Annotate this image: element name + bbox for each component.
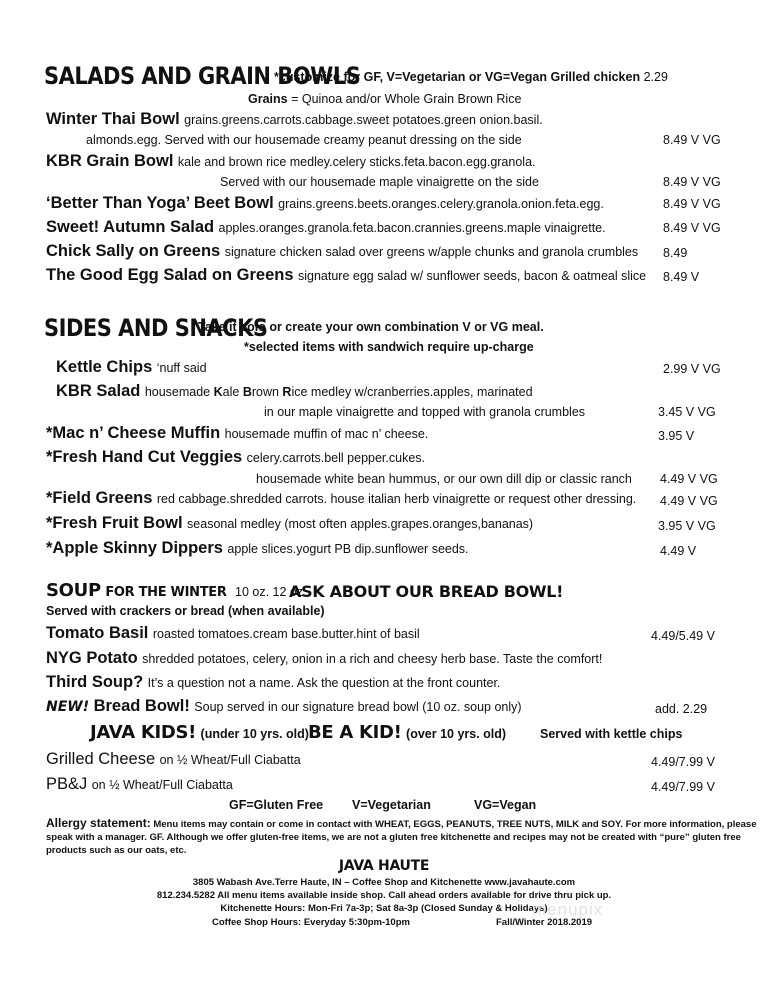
item-price: 2.99 V VG (663, 362, 721, 376)
item-name: Third Soup? (46, 673, 144, 691)
soup-heading-b: FOR THE WINTER (105, 585, 227, 600)
item-desc: ice medley w/cranberries.apples, marinated (291, 385, 533, 399)
menu-item (46, 649, 602, 668)
menu-item (46, 152, 536, 171)
item-desc: ale (222, 385, 243, 399)
menu-item (46, 539, 469, 558)
item-name: *Fresh Fruit Bowl (46, 514, 183, 532)
item-desc: grains.greens.carrots.cabbage.sweet potatoes.green onion.basil. (184, 113, 543, 127)
item-price: 4.49 V (660, 544, 697, 558)
soup-sizes: 10 oz. 12 oz. (235, 585, 307, 599)
menu-item (46, 194, 604, 213)
item-price: 4.49 V VG (660, 472, 718, 486)
menu-item (46, 624, 420, 643)
sides-upcharge-note: *selected items with sandwich require up-charge (244, 340, 534, 354)
menu-item (46, 750, 301, 769)
item-name: KBR Grain Bowl (46, 152, 174, 170)
salads-note (274, 70, 668, 84)
sides-note: Take it solo or create your own combination V or VG meal. (198, 320, 544, 334)
item-price: 3.95 V VG (658, 519, 716, 533)
item-price: 3.45 V VG (658, 405, 716, 419)
item-desc: roasted tomatoes.cream base.butter.hint of basil (152, 627, 420, 641)
item-desc: signature egg salad w/ sunflower seeds, bacon & oatmeal slice (298, 269, 647, 283)
item-price: 3.95 V (658, 429, 695, 443)
item-name: Sweet! Autumn Salad (46, 218, 215, 236)
salads-note-text: *customize for GF, V=Vegetarian or VG=Vegan Grilled chicken (274, 70, 641, 84)
item-name: Winter Thai Bowl (46, 110, 180, 128)
item-price: 8.49 (663, 246, 688, 260)
menu-item (46, 218, 606, 237)
menu-item (46, 514, 533, 533)
item-price: 4.49/7.99 V (651, 755, 715, 769)
item-price: 8.49 V VG (663, 175, 721, 189)
menu-item (46, 697, 522, 716)
item-desc: Soup served in our signature bread bowl (10 oz. soup only) (194, 700, 522, 714)
grains-text: = Quinoa and/or Whole Grain Brown Rice (291, 92, 522, 106)
item-desc: celery.carrots.bell pepper.cukes. (246, 451, 425, 465)
item-desc: shredded potatoes, celery, onion in a rich and cheesy herb base. Taste the comfort! (142, 652, 603, 666)
item-desc: seasonal medley (most often apples.grapes.oranges,bananas) (187, 517, 534, 531)
item-desc-cont: almonds.egg. Served with our housemade creamy peanut dressing on the side (86, 133, 522, 147)
menu-item (46, 242, 638, 261)
brown-letter: B (242, 385, 252, 399)
item-name: *Field Greens (46, 489, 153, 507)
be-a-kid-note: (over 10 yrs. old) (406, 727, 507, 741)
footer-kitchen-hours: Kitchenette Hours: Mon-Fri 7a-3p; Sat 8a-3p (Closed Sunday & Holidays) (220, 903, 548, 914)
item-desc-cont: in our maple vinaigrette and topped with granola crumbles (264, 405, 586, 419)
item-desc: on ½ Wheat/Full Ciabatta (91, 778, 233, 792)
item-desc: apple slices.yogurt PB dip.sunflower seeds. (227, 542, 469, 556)
allergy-text: Menu items may contain or come in contact with WHEAT, EGGS, PEANUTS, TREE NUTS, MILK and SOY. For more information, please (153, 819, 757, 830)
footer-brand: JAVA HAUTE (338, 858, 430, 874)
footer-season: Fall/Winter 2018.2019 (496, 917, 593, 928)
sides-heading: SIDES AND SNACKS (44, 314, 268, 342)
kale-letter: K (213, 385, 223, 399)
item-desc: on ½ Wheat/Full Ciabatta (159, 753, 301, 767)
item-price: 8.49 V VG (663, 221, 721, 235)
rice-letter: R (282, 385, 292, 399)
grilled-chicken-price: 2.29 (643, 70, 668, 84)
item-name: Kettle Chips (56, 358, 153, 376)
item-price: 4.49 V VG (660, 494, 718, 508)
item-price: 4.49/5.49 V (651, 629, 715, 643)
item-desc: grains.greens.beets.oranges.celery.granola.onion.feta.egg. (278, 197, 604, 211)
grains-label: Grains (248, 92, 288, 106)
menu-item (46, 266, 646, 285)
item-desc: red cabbage.shredded carrots. house italian herb vinaigrette or request other dressing. (156, 492, 637, 506)
item-desc: ‘nuff said (156, 361, 207, 375)
menu-item (46, 448, 425, 467)
item-name: Chick Sally on Greens (46, 242, 221, 260)
menu-item (46, 110, 543, 129)
java-kids-heading (90, 722, 309, 743)
item-name: Tomato Basil (46, 624, 149, 642)
item-price: add. 2.29 (655, 702, 708, 716)
item-name: KBR Salad (56, 382, 141, 400)
kids-served-note: Served with kettle chips (540, 727, 683, 741)
java-kids-title: JAVA KIDS! (90, 722, 197, 743)
item-name: *Fresh Hand Cut Veggies (46, 448, 243, 466)
item-desc: apples.oranges.granola.feta.bacon.crannies.greens.maple vinaigrette. (218, 221, 606, 235)
bread-bowl-ask: ASK ABOUT OUR BREAD BOWL! (289, 582, 564, 601)
grains-note (248, 92, 521, 106)
be-a-kid-title: BE A KID! (308, 722, 402, 743)
item-desc-cont: Served with our housemade maple vinaigrette on the side (220, 175, 539, 189)
item-price: 8.49 V (663, 270, 700, 284)
footer-address: 3805 Wabash Ave.Terre Haute, IN – Coffee Shop and Kitchenette www.javahaute.com (192, 877, 576, 888)
item-desc: rown (251, 385, 283, 399)
item-name: Bread Bowl! (93, 697, 190, 715)
allergy-label: Allergy statement: (46, 816, 151, 830)
item-name: The Good Egg Salad on Greens (46, 266, 294, 284)
footer-coffee-hours: Coffee Shop Hours: Everyday 5:30pm-10pm (212, 917, 410, 928)
java-kids-note: (under 10 yrs. old) (200, 727, 309, 741)
legend-v: V=Vegetarian (352, 798, 431, 812)
menu-item (46, 673, 500, 692)
item-desc: signature chicken salad over greens w/apple chunks and granola crumbles (224, 245, 639, 259)
item-desc: housemade (144, 385, 214, 399)
new-badge: NEW! (46, 699, 90, 715)
menu-item (56, 358, 207, 377)
menu-item (46, 775, 233, 794)
item-name: PB&J (46, 775, 88, 793)
allergy-line3: products such as our oats, etc. (46, 845, 187, 856)
soup-heading-a: SOUP (46, 580, 101, 601)
salads-heading: SALADS AND GRAIN BOWLS (44, 62, 361, 90)
item-name: NYG Potato (46, 649, 138, 667)
item-desc-cont: housemade white bean hummus, or our own dill dip or classic ranch (256, 472, 632, 486)
item-price: 4.49/7.99 V (651, 780, 715, 794)
item-name: ‘Better Than Yoga’ Beet Bowl (46, 194, 274, 212)
footer-phone: 812.234.5282 All menu items available inside shop. Call ahead orders available for drive thru pick up. (156, 890, 612, 901)
item-name: *Mac n’ Cheese Muffin (46, 424, 221, 442)
item-desc: kale and brown rice medley.celery sticks.feta.bacon.egg.granola. (177, 155, 536, 169)
item-price: 8.49 V VG (663, 133, 721, 147)
item-desc: It’s a question not a name. Ask the question at the front counter. (147, 676, 501, 690)
legend-gf: GF=Gluten Free (229, 798, 324, 812)
menu-item (46, 424, 428, 443)
soup-heading (46, 580, 307, 601)
legend-vg: VG=Vegan (474, 798, 537, 812)
item-desc: housemade muffin of mac n’ cheese. (224, 427, 429, 441)
menu-item (56, 382, 533, 401)
item-name: Grilled Cheese (46, 750, 156, 768)
allergy-line1 (46, 816, 757, 830)
allergy-line2: speak with a manager. GF. Although we offer gluten-free items, we are not a gluten free kitchenette and recipes may not be created with “pure” gluten free (46, 832, 741, 843)
item-price: 8.49 V VG (663, 197, 721, 211)
menu-item (46, 489, 636, 508)
watermark: menupix (532, 900, 604, 919)
be-a-kid-heading (308, 722, 506, 743)
soup-note: Served with crackers or bread (when available) (46, 604, 325, 618)
item-name: *Apple Skinny Dippers (46, 539, 223, 557)
